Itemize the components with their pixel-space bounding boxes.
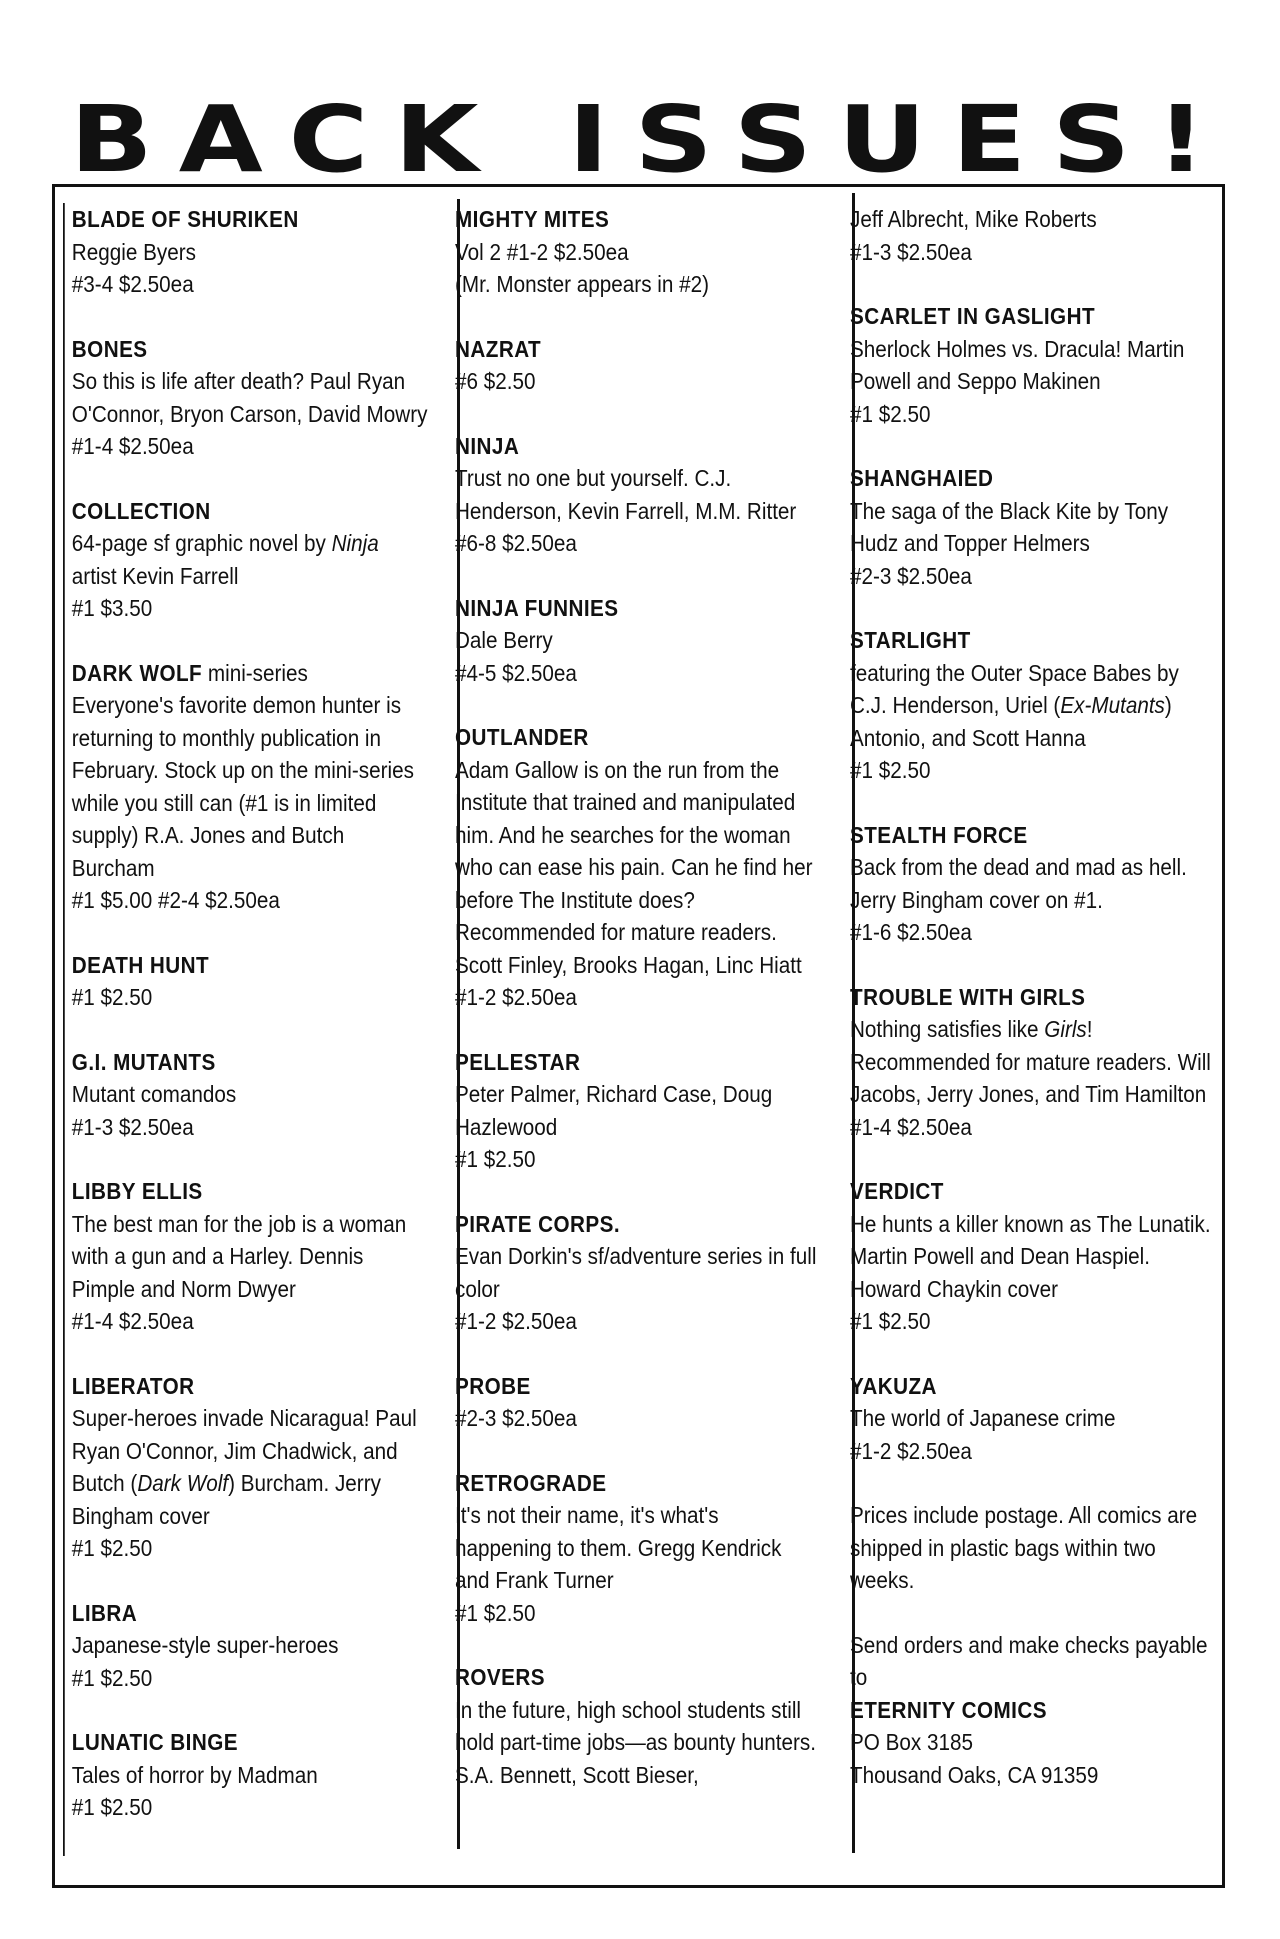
listing-entry: [850, 1370, 1215, 1468]
entry-description: The world of Japanese crime: [850, 1405, 1116, 1431]
entry-description: Tales of horror by Madman: [71, 1761, 318, 1788]
listing-entry: [72, 495, 428, 625]
entry-title: STARLIGHT: [850, 627, 971, 653]
entry-description: Nothing satisfies like Girls! Recommended for mature readers. Will Jacobs, Jerry Jones, and Tim Hamilton: [850, 1016, 1211, 1107]
listing-entry: [72, 333, 428, 463]
entry-description: Sherlock Holmes vs. Dracula! Martin Powell and Seppo Makinen: [850, 335, 1185, 394]
entry-price: #1 $2.50: [71, 984, 153, 1010]
listing-entry: [455, 430, 820, 560]
entry-price: #1 $2.50: [71, 1794, 153, 1820]
listing-entry: [455, 1370, 820, 1435]
entry-description: Jeff Albrecht, Mike Roberts: [850, 206, 1097, 232]
entry-price: #6 $2.50: [455, 368, 536, 394]
entry-price: #1 $2.50: [850, 400, 931, 427]
listing-entry: [850, 981, 1215, 1144]
entry-description: Super-heroes invade Nicaragua! Paul Ryan O'Connor, Jim Chadwick, and Butch (Dark Wolf) Burcham. Jerry Bingham cover: [71, 1405, 417, 1529]
entry-title: YAKUZA: [850, 1372, 937, 1399]
entry-title: PELLESTAR: [455, 1048, 581, 1075]
entry-title: VERDICT: [850, 1178, 944, 1204]
entry-description: Vol 2 #1-2 $2.50ea: [455, 238, 629, 265]
entry-price: #1-2 $2.50ea: [850, 1437, 972, 1464]
listing-entry: [455, 721, 820, 1014]
entry-description: In the future, high school students still hold part-time jobs—as bounty hunters. S.A. Bennett, Scott Bieser,: [455, 1696, 816, 1788]
entry-title: COLLECTION: [71, 497, 211, 524]
entry-price: #1 $2.50: [455, 1599, 536, 1626]
entry-title: OUTLANDER: [455, 724, 589, 750]
entry-title: LIBERATOR: [71, 1372, 195, 1399]
postage-note: [850, 1499, 1215, 1597]
column-3: [850, 203, 1215, 1823]
entry-description: The best man for the job is a woman with a gun and a Harley. Dennis Pimple and Norm Dwyer: [71, 1210, 407, 1302]
entry-title: PIRATE CORPS.: [455, 1210, 621, 1237]
entry-title: SCARLET IN GASLIGHT: [850, 303, 1096, 329]
entry-price: #1 $2.50: [850, 1308, 931, 1334]
entry-title: ROVERS: [455, 1664, 545, 1690]
entry-description: He hunts a killer known as The Lunatik. Martin Powell and Dean Haspiel. Howard Chaykin cover: [850, 1210, 1211, 1302]
listing-entry-continued: [850, 203, 1215, 268]
entry-title: STEALTH FORCE: [850, 821, 1028, 848]
entry-price: #1 $5.00 #2-4 $2.50ea: [71, 887, 280, 913]
entry-title: MIGHTY MITES: [455, 206, 610, 232]
order-instructions: Send orders and make checks payable to: [850, 1631, 1208, 1690]
entry-title: PROBE: [455, 1372, 531, 1399]
entry-price: #3-4 $2.50ea: [71, 271, 194, 297]
entry-title: DARK WOLF mini-series: [71, 659, 308, 686]
entry-title: BLADE OF SHURIKEN: [71, 206, 299, 232]
entry-price: #1-3 $2.50ea: [71, 1113, 194, 1140]
publisher-name: ETERNITY COMICS: [850, 1696, 1047, 1723]
listing-entry: [72, 1370, 428, 1565]
entry-price: #1 $2.50: [71, 1664, 153, 1691]
postage-note-text: Prices include postage. All comics are shipped in plastic bags within two weeks.: [850, 1502, 1198, 1593]
entry-price: #1 $2.50: [455, 1146, 536, 1172]
entry-title: NAZRAT: [455, 335, 542, 362]
column-2: [455, 203, 820, 1823]
entry-price: #1-4 $2.50ea: [850, 1113, 972, 1140]
entry-description: Trust no one but yourself. C.J. Henderson, Kevin Farrell, M.M. Ritter: [455, 465, 797, 524]
entry-title: LIBBY ELLIS: [71, 1178, 203, 1204]
entry-price: (Mr. Monster appears in #2): [455, 271, 710, 297]
column-1: [63, 203, 428, 1856]
entry-description: Evan Dorkin's sf/adventure series in full color: [455, 1243, 817, 1302]
entry-price: #2-3 $2.50ea: [850, 562, 972, 589]
listing-entry: [455, 1661, 820, 1791]
entry-price: #2-3 $2.50ea: [455, 1405, 577, 1431]
entry-description: Peter Palmer, Richard Case, Doug Hazlewood: [455, 1081, 773, 1140]
page-title: BACK ISSUES!: [70, 86, 1232, 193]
entry-description: Japanese-style super-heroes: [71, 1632, 339, 1658]
listing-entry: [72, 1597, 428, 1695]
entry-title: NINJA FUNNIES: [455, 594, 619, 621]
entry-title: SHANGHAIED: [850, 465, 994, 491]
entry-title: G.I. MUTANTS: [71, 1048, 216, 1075]
entry-price: #1-4 $2.50ea: [71, 1308, 194, 1334]
entry-description: 64-page sf graphic novel by Ninja artist Kevin Farrell: [71, 530, 379, 589]
entry-description: So this is life after death? Paul Ryan O'Connor, Bryon Carson, David Mowry: [71, 368, 428, 427]
listing-entry: [455, 1046, 820, 1176]
listing-entry: [455, 333, 820, 398]
entry-description: Dale Berry: [455, 627, 553, 653]
entry-price: #1 $2.50: [850, 757, 931, 783]
entry-title: DEATH HUNT: [71, 951, 210, 978]
order-info: [850, 1629, 1215, 1792]
entry-price: #6-8 $2.50ea: [455, 530, 577, 556]
entry-price: #1-3 $2.50ea: [850, 238, 972, 265]
entry-price: #1-2 $2.50ea: [455, 1308, 577, 1334]
listing-entry: [72, 657, 428, 917]
entry-description: Reggie Byers: [71, 238, 196, 265]
listing-entry: [850, 819, 1215, 949]
listing-entry: [850, 624, 1215, 787]
listing-entry: [72, 203, 428, 301]
entry-price: #4-5 $2.50ea: [455, 659, 577, 686]
entry-title: LIBRA: [71, 1599, 138, 1626]
entry-description: Back from the dead and mad as hell. Jerry Bingham cover on #1.: [850, 854, 1187, 913]
listing-frame: [52, 184, 1225, 1888]
listing-entry: [850, 300, 1215, 430]
entry-title: NINJA: [455, 432, 520, 459]
listing-entry: [72, 1726, 428, 1824]
listing-entry: [72, 949, 428, 1014]
entry-price: #1-2 $2.50ea: [455, 984, 577, 1010]
listing-entry: [850, 1175, 1215, 1338]
listing-entry: [72, 1175, 428, 1338]
entry-description: featuring the Outer Space Babes by C.J. Henderson, Uriel (Ex-Mutants) Antonio, and Scott Hanna: [850, 659, 1179, 751]
entry-title: RETROGRADE: [455, 1469, 607, 1496]
entry-title: LUNATIC BINGE: [71, 1729, 238, 1755]
entry-description: It's not their name, it's what's happening to them. Gregg Kendrick and Frank Turner: [455, 1502, 782, 1593]
entry-description: The saga of the Black Kite by Tony Hudz and Topper Helmers: [850, 497, 1169, 556]
address-line-2: Thousand Oaks, CA 91359: [850, 1761, 1099, 1788]
listing-entry: [72, 1046, 428, 1144]
entry-price: #1 $2.50: [71, 1535, 153, 1561]
listing-entry: [850, 462, 1215, 592]
entry-title: BONES: [71, 335, 148, 362]
entry-price: #1-4 $2.50ea: [71, 433, 194, 459]
listing-entry: [455, 1467, 820, 1630]
listing-entry: [455, 203, 820, 301]
entry-price: #1-6 $2.50ea: [850, 919, 972, 945]
listing-entry: [455, 592, 820, 690]
address-line-1: PO Box 3185: [850, 1729, 974, 1755]
listing-entry: [455, 1208, 820, 1338]
entry-title: TROUBLE WITH GIRLS: [850, 983, 1086, 1010]
entry-description: Adam Gallow is on the run from the Institute that trained and manipulated him. And he searches for the woman who can ease his pain. Can he find her before The Institute does? Recommended for mature readers. Scott Finley, Brooks Hagan, Linc Hiatt: [455, 756, 813, 978]
entry-price: #1 $3.50: [71, 595, 153, 621]
entry-description: Everyone's favorite demon hunter is returning to monthly publication in February. Stock up on the mini-series while you still can (#1 is in limited supply) R.A. Jones and Butch Burcham: [71, 692, 414, 881]
entry-description: Mutant comandos: [71, 1081, 237, 1107]
